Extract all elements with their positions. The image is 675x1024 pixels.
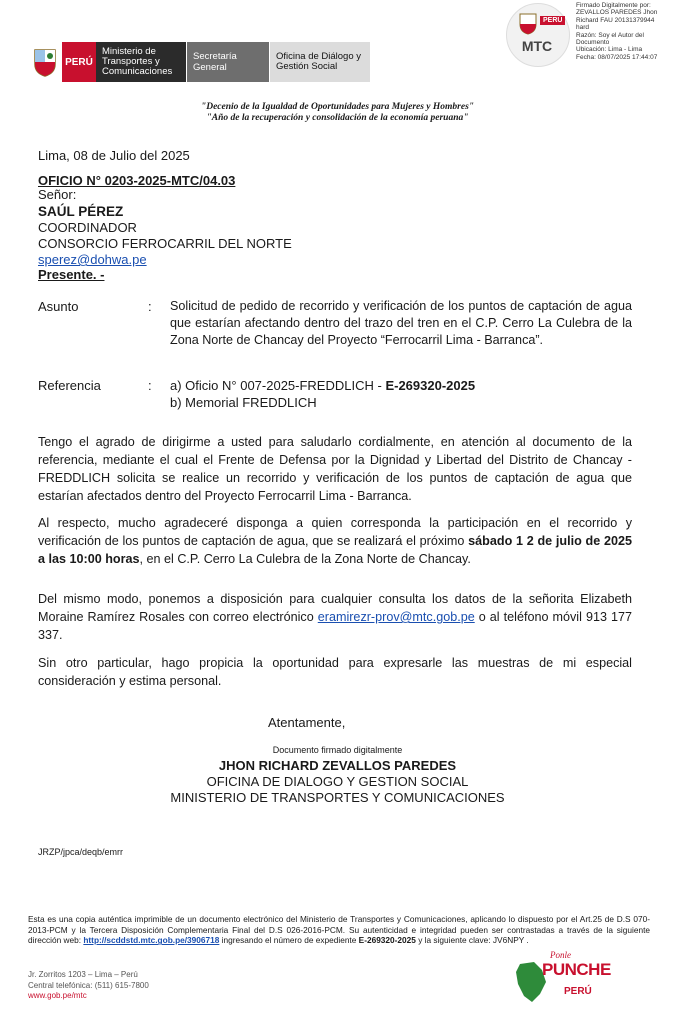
paragraph-2-text-b: , en el C.P. Cerro La Culebra de la Zona Norte de Chancay. (139, 552, 471, 566)
phone-line: Central telefónica: (511) 615-7800 (28, 980, 149, 990)
signer-office: OFICINA DE DIALOGO Y GESTION SOCIAL (206, 774, 469, 789)
office-label: Oficina de Diálogo y Gestión Social (269, 42, 370, 82)
recipient-title: COORDINADOR (38, 220, 137, 235)
paragraph-3-text-b: o al teléfono móvil 913 177 337. (38, 610, 633, 642)
paragraph-3-text-a: Del mismo modo, ponemos a disposición para cualquier consulta los datos de la señorita Elizabeth Moraine Ramírez Rosales con correo electrónico (38, 592, 632, 624)
contact-email-link[interactable]: eramirezr-prov@mtc.gob.pe (317, 610, 475, 624)
referencia-colon: : (148, 378, 152, 393)
stamp-line: ZEVALLOS PAREDES Jhon (576, 9, 658, 17)
initials: JRZP/jpca/deqb/emrr (38, 847, 124, 857)
ponle-punche-logo (512, 950, 622, 1012)
paragraph-4: Sin otro particular, hago propicia la oportunidad para expresarle las muestras de mi especial consideración y estima personal. (38, 656, 632, 688)
stamp-line: Firmado Digitalmente por: (576, 2, 651, 9)
letter-date: Lima, 08 de Julio del 2025 (38, 148, 190, 163)
brand-mid: PUNCHE (542, 960, 611, 979)
brand-bottom: PERÚ (564, 986, 592, 997)
reference-a-text: a) Oficio N° 007-2025-FREDDLICH - (170, 378, 386, 393)
note-text-a: Esta es una copia auténtica imprimible de un documento electrónico del Ministerio de Transportes y Comunicaciones, aplicando lo dispuesto por el Art.25 de D.S 070-2013-PCM y la Tercera Disposición Complementaria Final del D.S 026-2016-PCM. Su autenticidad e integridad pueden ser contrastadas a través de la siguiente dirección web: (28, 914, 650, 946)
ministry-name: Ministerio de Transportes y Comunicaciones (96, 42, 186, 82)
signer-name: JHON RICHARD ZEVALLOS PAREDES (218, 758, 457, 773)
peru-crest-icon (28, 42, 62, 82)
paragraph-2-text-a: Al respecto, mucho agradeceré disponga a quien corresponda la participación en el recorrido y verificación de los puntos de captación de agua, que se realizará el próximo (38, 516, 632, 548)
decade-line-1: "Decenio de la Igualdad de Oportunidades para Mujeres y Hombres" (200, 102, 475, 112)
stamp-line: Razón: Soy el Autor del (576, 31, 644, 39)
paragraph-1: Tengo el agrado de dirigirme a usted para saludarlo cordialmente, en atención al documento de la referencia, mediante el cual el Frente de Defensa por la Dignidad y Libertad del Distrito de Chancay - FREDDLICH solicita se realice un recorrido y verificación de los puntos de captación de agua que estarían afectados dentro del Proyecto Ferrocarril Lima - Barranca. (38, 435, 632, 503)
mtc-logo-circle (506, 3, 570, 67)
stamp-line: Ubicación: Lima - Lima (576, 46, 643, 54)
closing-text: Atentamente, (268, 715, 346, 730)
address-line: Jr. Zorritos 1203 – Lima – Perú (28, 970, 138, 979)
recipient-org: CONSORCIO FERROCARRIL DEL NORTE (38, 236, 292, 251)
peru-label: PERÚ (62, 42, 96, 82)
reference-a-code: E-269320-2025 (385, 378, 476, 393)
stamp-line: Richard FAU 20131379944 (576, 16, 655, 24)
asunto-text: Solicitud de pedido de recorrido y verificación de los puntos de captación de agua que estarían afectando dentro del trazo del tren en el C.P. Cerro La Culebra de la Zona Norte de Chancay del Proyecto “Ferrocarril Lima - Barranca”. (170, 299, 632, 347)
paragraph-2 (38, 514, 632, 568)
stamp-line: Documento (576, 39, 610, 47)
recipient-name: SAÚL PÉREZ (38, 204, 124, 219)
decade-line-2: "Año de la recuperación y consolidación de la economía peruana" (206, 113, 469, 123)
brand-top: Ponle (550, 950, 571, 960)
asunto-colon: : (148, 299, 152, 314)
digital-signature-text (576, 2, 675, 61)
address-block (28, 970, 149, 1002)
reference-a (170, 377, 475, 395)
stamp-line: Fecha: 08/07/2025 17:44:07 (576, 53, 658, 61)
stamp-line: hard (576, 24, 590, 32)
senor-label: Señor: (38, 187, 77, 202)
referencia-label: Referencia (38, 378, 101, 393)
reference-b: b) Memorial FREDDLICH (170, 395, 317, 410)
recipient-email-link[interactable]: sperez@dohwa.pe (38, 252, 147, 267)
stamp-crest-icon (518, 12, 538, 36)
verification-link[interactable]: http://scddstd.mtc.gob.pe/3906718 (83, 935, 220, 946)
note-text-b: ingresando el número de expediente (219, 935, 359, 946)
asunto-label: Asunto (38, 299, 79, 314)
mtc-logo-text: MTC (521, 38, 553, 54)
signed-note: Documento firmado digitalmente (272, 745, 403, 755)
note-expediente-code: E-269320-2025 (358, 935, 416, 946)
ministry-banner (28, 42, 370, 82)
oficio-number: OFICIO N° 0203-2025-MTC/04.03 (38, 173, 236, 188)
note-text-c: y la siguiente clave: JV6NPY . (415, 935, 529, 946)
signer-ministry: MINISTERIO DE TRANSPORTES Y COMUNICACIONES (170, 790, 505, 805)
website-link[interactable]: www.gob.pe/mtc (28, 991, 87, 1000)
presente-label: Presente. - (38, 267, 105, 282)
authenticity-note (28, 914, 650, 946)
paragraph-3 (38, 590, 632, 644)
stamp-peru-label: PERÚ (540, 16, 565, 25)
secretaria-label: Secretaría General (186, 42, 269, 82)
paragraph-2-date: sábado 1 2 de julio de 2025 a las 10:00 horas (38, 534, 632, 566)
